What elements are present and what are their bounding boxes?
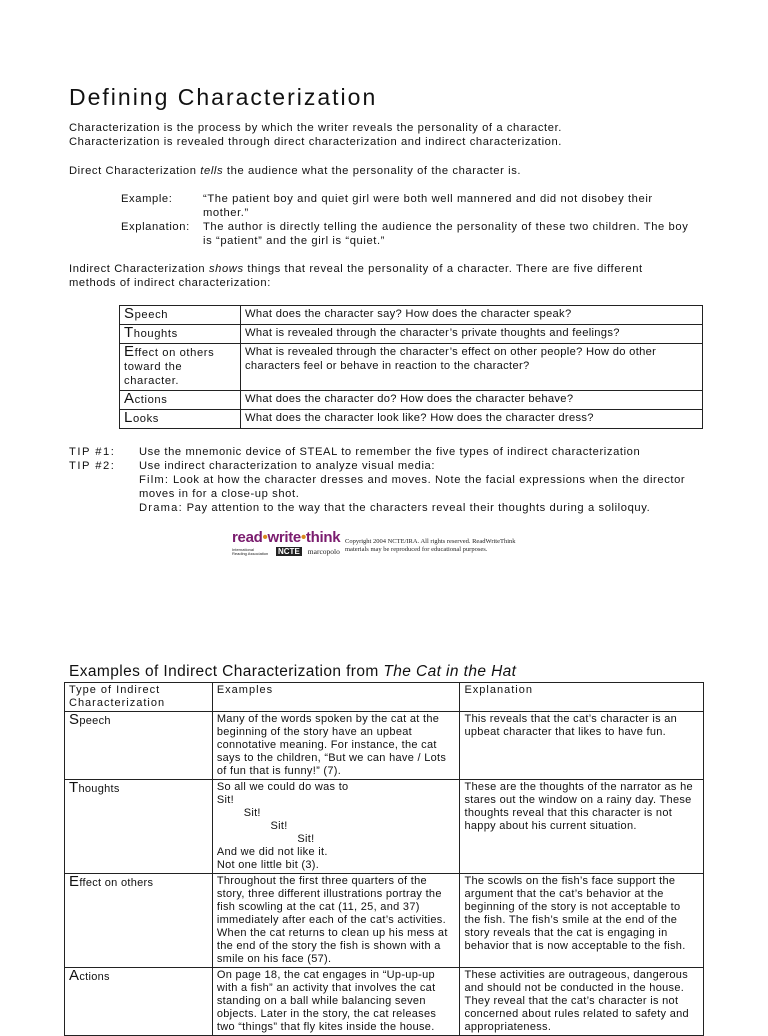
logo-partner-ncte: NCTE — [278, 547, 300, 556]
table-row — [65, 968, 704, 1036]
section-title — [69, 663, 516, 681]
logo-read: read — [232, 529, 263, 546]
explanation-label: Explanation: — [121, 221, 190, 233]
page-title: Defining Characterization — [69, 84, 378, 110]
example-text: “The patient boy and quiet girl were both well mannered and did not disobey their mother.” — [203, 193, 653, 219]
table-row — [65, 712, 704, 780]
steal-question: What does the character do? How does the character behave? — [241, 391, 703, 410]
direct-verb: tells — [200, 165, 224, 177]
steal-question: What is revealed through the character’s effect on other people? How do other characters feel or behave in reaction to the character? — [241, 344, 703, 391]
steal-question: What does the character look like? How does the character dress? — [241, 410, 703, 429]
explanation-text: The author is directly telling the audience the personality of these two children. The boy is “patient” and the girl is “quiet.” — [203, 221, 689, 247]
table-header-row — [65, 683, 704, 712]
drama-label: Drama: — [139, 502, 183, 514]
explanation-cell: These activities are outrageous, dangerous and should not be conducted in the house. They reveal that the cat’s character is not concerned about rules related to safety and appropriateness. — [460, 968, 704, 1036]
example-cell: Many of the words spoken by the cat at the beginning of the story have an upbeat connotative meaning. For instance, the cat says to the children, “But we can have / Lots of fun that is funny!” (7). — [212, 712, 460, 780]
copyright-line-2: materials may be reproduced for educational purposes. — [345, 546, 488, 553]
column-header: Examples — [212, 683, 460, 712]
section-title-lead: Examples of Indirect Characterization from — [69, 663, 384, 680]
steal-term: Actions — [120, 391, 241, 410]
logo-partner-ira: International Reading Association — [232, 546, 269, 556]
steal-term: Looks — [120, 410, 241, 429]
film-label: Film: — [139, 474, 170, 486]
examples-table — [64, 682, 704, 1036]
column-header: Type of Indirect Characterization — [65, 683, 213, 712]
copyright-line-1: Copyright 2004 NCTE/IRA. All rights reserved. ReadWriteThink — [345, 538, 516, 545]
direct-lead: Direct Characterization — [69, 165, 201, 177]
type-cell: Speech — [65, 712, 213, 780]
copyright-notice — [345, 538, 516, 554]
tips-block — [69, 445, 709, 515]
indirect-definition — [69, 262, 669, 290]
steal-term: Effect on others toward the character. — [120, 344, 241, 391]
logo-think: think — [305, 529, 341, 546]
table-row — [120, 325, 703, 344]
tip2-text: Use indirect characterization to analyze visual media: — [139, 460, 436, 472]
tip2-label: TIP #2: — [69, 460, 116, 472]
table-row — [65, 874, 704, 968]
tip1-label: TIP #1: — [69, 446, 116, 458]
indirect-rest: things that reveal the personality of a character. There are five different methods of indirect characterization: — [69, 263, 643, 289]
table-row — [120, 410, 703, 429]
steal-table — [119, 305, 703, 429]
example-block — [121, 192, 701, 248]
column-header: Explanation — [460, 683, 704, 712]
indirect-lead: Indirect Characterization — [69, 263, 209, 275]
type-cell: Effect on others — [65, 874, 213, 968]
logo-dot-icon: • — [300, 529, 306, 546]
example-cell: So all we could do was to Sit! Sit! Sit! Sit! And we did not like it. Not one little bit (3). — [212, 780, 460, 874]
indirect-verb: shows — [208, 263, 244, 275]
example-cell: Throughout the first three quarters of the story, three different illustrations portray the fish scowling at the cat (11, 25, and 37) immediately after each of the cat’s activities. When the cat returns to clean up his mess at the end of the story the fish is shown with a smile on his face (57). — [212, 874, 460, 968]
steal-question: What does the character say? How does the character speak? — [241, 306, 703, 325]
logo-dot-icon: • — [262, 529, 268, 546]
intro-line-2: Characterization is revealed through direct characterization and indirect characterization. — [69, 136, 563, 148]
type-cell: Actions — [65, 968, 213, 1036]
drama-text: Pay attention to the way that the characters reveal their thoughts during a soliloquy. — [182, 502, 651, 514]
table-row — [120, 306, 703, 325]
intro-paragraph — [69, 121, 562, 149]
logo-write: write — [267, 529, 301, 546]
table-row — [65, 780, 704, 874]
tip1-text: Use the mnemonic device of STEAL to remember the five types of indirect characterization — [139, 446, 641, 458]
direct-definition — [69, 164, 521, 178]
table-row — [120, 344, 703, 391]
film-text: Look at how the character dresses and moves. Note the facial expressions when the director moves in for a close-up shot. — [139, 474, 686, 500]
logo-partner-marcopolo: marcopolo — [307, 547, 340, 556]
example-label: Example: — [121, 193, 173, 205]
steal-term: Thoughts — [120, 325, 241, 344]
intro-line-1: Characterization is the process by which the writer reveals the personality of a character. — [69, 122, 562, 134]
table-row — [120, 391, 703, 410]
direct-rest: the audience what the personality of the character is. — [223, 165, 522, 177]
section-title-book: The Cat in the Hat — [383, 663, 517, 680]
steal-question: What is revealed through the character’s private thoughts and feelings? — [241, 325, 703, 344]
explanation-cell: These are the thoughts of the narrator as he stares out the window on a rainy day. These thoughts reveal that this character is not happy about his current situation. — [460, 780, 704, 874]
readwritethink-logo — [232, 530, 340, 556]
explanation-cell: The scowls on the fish’s face support the argument that the cat’s behavior at the beginning of the story is not acceptable to the fish. The fish’s smile at the end of the story reveals that the cat is engaging in behavior that is now acceptable to the fish. — [460, 874, 704, 968]
explanation-cell: This reveals that the cat’s character is an upbeat character that likes to have fun. — [460, 712, 704, 780]
example-cell: On page 18, the cat engages in “Up-up-up with a fish” an activity that involves the cat standing on a ball while balancing seven objects. Later in the story, the cat releases two “things” that fly kites inside the house. — [212, 968, 460, 1036]
steal-term: Speech — [120, 306, 241, 325]
type-cell: Thoughts — [65, 780, 213, 874]
